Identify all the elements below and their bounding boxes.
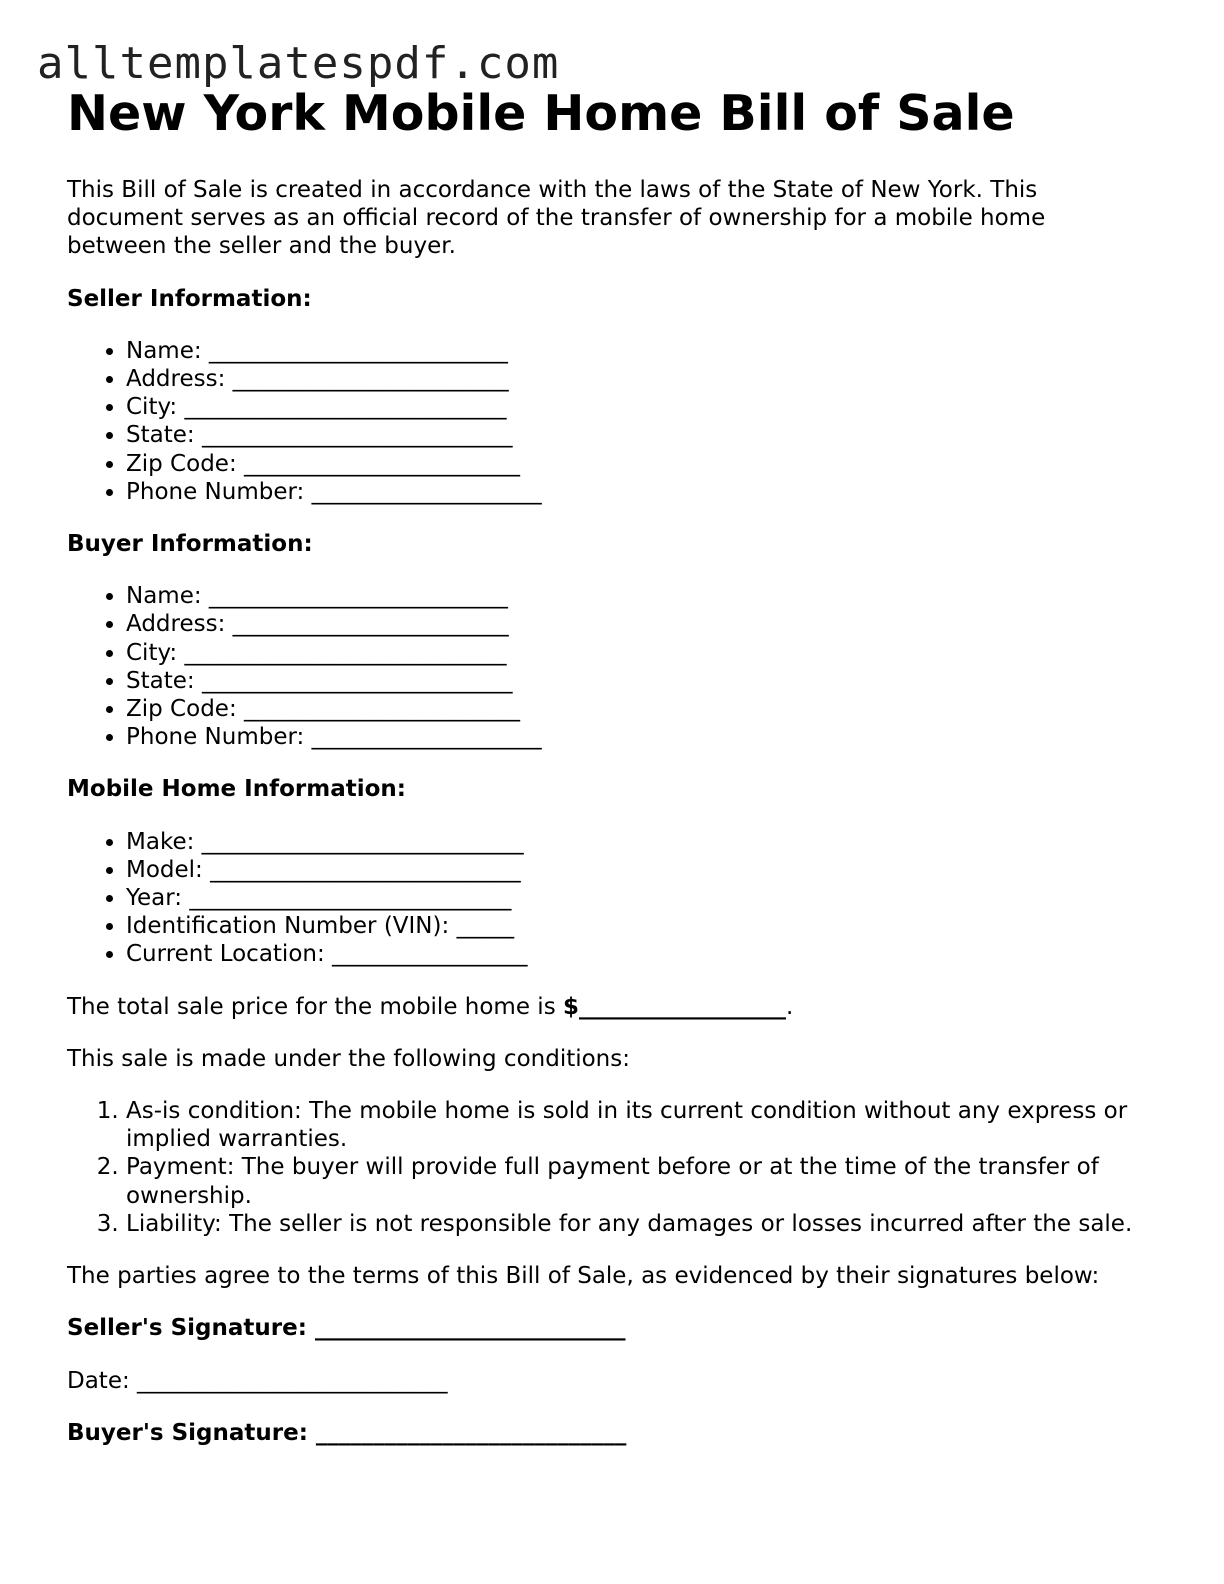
seller-state-field [126, 421, 1147, 449]
seller-address-field [126, 365, 1147, 393]
blank-line[interactable]: ____________________________ [189, 885, 512, 912]
seller-phone-field [126, 478, 1147, 506]
seller-zip-field [126, 450, 1147, 478]
blank-line[interactable]: __________________________ [208, 583, 508, 610]
field-label: Name: [126, 583, 202, 610]
model-field [126, 856, 1147, 884]
mobile-home-fields-list [67, 828, 1147, 969]
field-label: Year: [126, 885, 183, 912]
blank-line[interactable]: ________________________ [232, 611, 509, 638]
seller-heading: Seller Information: [67, 285, 312, 312]
blank-line[interactable]: ___________________________ [201, 422, 513, 449]
blank-line[interactable]: ____________________________ [184, 639, 507, 666]
date-blank[interactable]: ___________________________ [137, 1367, 448, 1394]
field-label: Phone Number: [126, 724, 305, 751]
blank-line[interactable]: __________________________ [208, 337, 508, 364]
seller-signature-blank[interactable]: ___________________________ [314, 1315, 626, 1342]
field-label: Identification Number (VIN): [126, 913, 450, 940]
blank-line[interactable]: _________________ [332, 941, 528, 968]
date-line [67, 1367, 1147, 1395]
agreement-statement: The parties agree to the terms of this Bill of Sale, as evidenced by their signatures below: [67, 1263, 1100, 1290]
conditions-list [67, 1097, 1147, 1238]
field-label: State: [126, 422, 195, 449]
field-label: Name: [126, 337, 202, 364]
field-label: Address: [126, 366, 226, 393]
buyer-city-field [126, 639, 1147, 667]
seller-signature-line [67, 1314, 1147, 1342]
page-title: New York Mobile Home Bill of Sale [67, 85, 1015, 142]
site-watermark: alltemplatespdf.com [37, 38, 560, 89]
blank-line[interactable]: ___________________________ [210, 856, 521, 883]
location-field [126, 940, 1147, 968]
field-label: Phone Number: [126, 478, 305, 505]
sale-price-text: The total sale price for the mobile home is [67, 993, 556, 1020]
field-label: Make: [126, 828, 195, 855]
field-label: City: [126, 639, 178, 666]
buyer-signature-line [67, 1419, 1147, 1447]
buyer-zip-field [126, 695, 1147, 723]
field-label: City: [126, 394, 178, 421]
blank-line[interactable]: ____________________________ [201, 828, 524, 855]
buyer-signature-label: Buyer's Signature: [67, 1419, 308, 1446]
field-label: Address: [126, 611, 226, 638]
intro-paragraph: This Bill of Sale is created in accordance with the laws of the State of New York. This document serves as an official record of the transfer of ownership for a mobile home between the seller and the buyer. [67, 177, 1046, 260]
buyer-state-field [126, 667, 1147, 695]
blank-line[interactable]: ________________________ [232, 366, 509, 393]
year-field [126, 884, 1147, 912]
bill-of-sale-document [67, 84, 1147, 1447]
buyer-name-field [126, 582, 1147, 610]
vin-field [126, 912, 1147, 940]
seller-signature-label: Seller's Signature: [67, 1315, 307, 1342]
buyer-heading: Buyer Information: [67, 531, 313, 558]
condition-item: 3. Liability: The seller is not responsible for any damages or losses incurred after the sale. [126, 1210, 1147, 1238]
buyer-fields-list [67, 582, 1147, 751]
sale-price-period: . [786, 993, 794, 1020]
sale-price-blank[interactable]: $__________________ [562, 993, 786, 1020]
seller-name-field [126, 337, 1147, 365]
blank-line[interactable]: ____________________ [311, 724, 542, 751]
field-label: State: [126, 667, 195, 694]
make-field [126, 828, 1147, 856]
field-label: Zip Code: [126, 696, 237, 723]
buyer-phone-field [126, 723, 1147, 751]
seller-city-field [126, 393, 1147, 421]
date-label: Date: [67, 1367, 130, 1394]
blank-line[interactable]: ____________________________ [184, 394, 507, 421]
blank-line[interactable]: ________________________ [244, 450, 520, 477]
condition-item: 1. As-is condition: The mobile home is sold in its current condition without any express or implied warranties. [126, 1097, 1147, 1153]
buyer-address-field [126, 610, 1147, 638]
buyer-signature-blank[interactable]: ___________________________ [315, 1419, 627, 1446]
blank-line[interactable]: ___________________________ [201, 667, 513, 694]
field-label: Model: [126, 856, 203, 883]
blank-line[interactable]: ________________________ [244, 696, 520, 723]
blank-line[interactable]: _____ [456, 913, 515, 940]
field-label: Zip Code: [126, 450, 237, 477]
field-label: Current Location: [126, 941, 325, 968]
condition-item: 2. Payment: The buyer will provide full payment before or at the time of the transfer of ownership. [126, 1153, 1147, 1209]
sale-price-line [67, 993, 1147, 1021]
conditions-intro: This sale is made under the following conditions: [67, 1045, 630, 1072]
blank-line[interactable]: ____________________ [311, 478, 542, 505]
mobile-home-heading: Mobile Home Information: [67, 776, 406, 803]
seller-fields-list [67, 337, 1147, 506]
